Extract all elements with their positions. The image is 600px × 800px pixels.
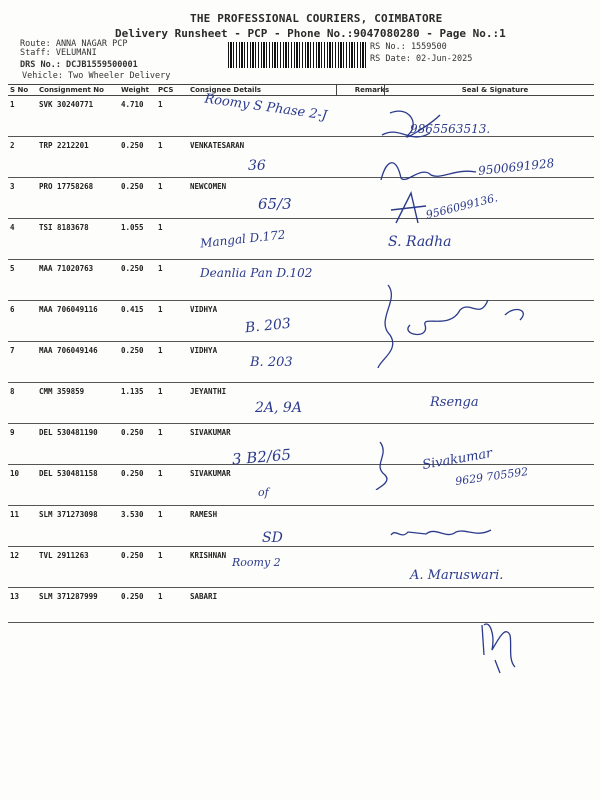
handwritten-note: of [258,486,269,499]
cell-weight: 0.250 [119,465,156,506]
handwritten-phone: 9629 705592 [454,464,530,489]
cell-sno: 3 [8,178,37,219]
cell-consignee: KRISHNAN [188,547,348,588]
handwritten-note: Deanlia Pan D.102 [200,266,313,280]
cell-pcs: 1 [156,178,188,219]
rs-number: RS No.: 1559500 [370,42,447,52]
table-row [8,506,594,547]
cell-pcs: 1 [156,588,188,623]
cell-consignment: DEL 530481158 [37,465,119,506]
cell-weight: 0.415 [119,301,156,342]
cell-sno: 8 [8,383,37,424]
col-consignment: Consignment No [37,85,119,96]
cell-weight: 3.530 [119,506,156,547]
col-weight: Weight [119,85,156,96]
signature-scribble [370,280,540,370]
cell-consignee: VIDHYA [188,342,348,383]
cell-pcs: 1 [156,301,188,342]
signature-scribble [370,440,400,490]
cell-pcs: 1 [156,260,188,301]
cell-consignee: SIVAKUMAR [188,424,348,465]
table-header-row [8,85,594,96]
cell-remarks [348,547,396,588]
cell-consignee: JEYANTHI [188,383,348,424]
cell-pcs: 1 [156,342,188,383]
handwritten-note: Roomy 2 [232,556,281,569]
cell-sno: 5 [8,260,37,301]
table-row [8,219,594,260]
cell-sno: 11 [8,506,37,547]
cell-weight: 0.250 [119,137,156,178]
cell-consignment: MAA 706049116 [37,301,119,342]
cell-remarks [348,383,396,424]
handwritten-note: B. 203 [250,355,293,370]
handwritten-phone: 9566099136. [424,191,499,222]
runsheet-title: Delivery Runsheet - PCP - Phone No.:9047080280 - Page No.:1 [115,27,506,40]
cell-consignee: SABARI [188,588,348,623]
cell-pcs: 1 [156,506,188,547]
cell-pcs: 1 [156,424,188,465]
signature-scribble [370,95,460,155]
signature-scribble [386,188,446,228]
cell-sno: 7 [8,342,37,383]
cell-consignment: SLM 371273098 [37,506,119,547]
handwritten-note: 2A, 9A [255,400,302,416]
cell-consignment: SVK 30240771 [37,96,119,137]
signature-sabari [470,605,530,675]
cell-weight: 0.250 [119,424,156,465]
cell-sno: 13 [8,588,37,623]
handwritten-note: B. 203 [244,315,292,337]
handwritten-signature: Rsenga [430,395,479,410]
cell-sno: 12 [8,547,37,588]
handwritten-signature: Sivakumar [421,445,494,474]
cell-consignee: VIDHYA [188,301,348,342]
handwritten-phone: 9865563513. [410,122,491,136]
cell-signature [396,383,594,424]
handwritten-note: Roomy S Phase 2-J [203,91,328,124]
handwritten-note: SD [262,530,283,546]
cell-sno: 1 [8,96,37,137]
barcode [228,42,366,68]
handwritten-note: 3 B2/65 [231,445,292,469]
col-pcs: PCS [156,85,188,96]
cell-pcs: 1 [156,219,188,260]
handwritten-signature: A. Maruswari. [410,568,504,583]
col-remarks: Remarks [348,85,396,96]
col-consignee: Consignee Details [188,85,348,96]
cell-consignee: VENKATESARAN [188,137,348,178]
cell-weight: 0.250 [119,260,156,301]
col-sno: S No [8,85,37,96]
cell-consignment: MAA 706049146 [37,342,119,383]
cell-consignment: MAA 71020763 [37,260,119,301]
company-name: THE PROFESSIONAL COURIERS, COIMBATORE [190,12,443,25]
cell-weight: 0.250 [119,178,156,219]
drs-number: DRS No.: DCJB1559500001 [20,60,138,70]
cell-pcs: 1 [156,465,188,506]
cell-sno: 4 [8,219,37,260]
cell-consignment: TSI 8183678 [37,219,119,260]
cell-consignment: DEL 530481190 [37,424,119,465]
cell-consignment: SLM 371287999 [37,588,119,623]
cell-sno: 10 [8,465,37,506]
cell-consignee: NEWCOMEN [188,178,348,219]
vehicle-text: Vehicle: Two Wheeler Delivery [22,71,171,81]
cell-weight: 0.250 [119,547,156,588]
cell-pcs: 1 [156,383,188,424]
cell-weight: 0.250 [119,342,156,383]
handwritten-signature: S. Radha [388,234,452,250]
cell-consignment: PRO 17758268 [37,178,119,219]
handwritten-note: Mangal D.172 [199,227,287,251]
signature-scribble [386,520,496,550]
cell-remarks [348,588,396,623]
cell-consignment: TVL 2911263 [37,547,119,588]
table-row [8,424,594,465]
cell-consignee: RAMESH [188,506,348,547]
route-text: Route: ANNA NAGAR PCP [20,39,128,49]
cell-pcs: 1 [156,137,188,178]
cell-weight: 4.710 [119,96,156,137]
handwritten-phone: 9500691928 [477,156,555,178]
cell-pcs: 1 [156,547,188,588]
cell-consignee: SIVAKUMAR [188,465,348,506]
table-row [8,178,594,219]
cell-consignment: CMM 359859 [37,383,119,424]
cell-consignment: TRP 2212201 [37,137,119,178]
cell-sno: 6 [8,301,37,342]
cell-pcs: 1 [156,96,188,137]
col-signature: Seal & Signature [396,85,594,96]
staff-text: Staff: VELUMANI [20,48,97,58]
cell-sno: 2 [8,137,37,178]
cell-weight: 0.250 [119,588,156,623]
cell-weight: 1.135 [119,383,156,424]
cell-sno: 9 [8,424,37,465]
cell-weight: 1.055 [119,219,156,260]
handwritten-note: 65/3 [258,195,292,213]
table-row [8,547,594,588]
handwritten-note: 36 [248,158,266,174]
rs-date: RS Date: 02-Jun-2025 [370,54,473,64]
